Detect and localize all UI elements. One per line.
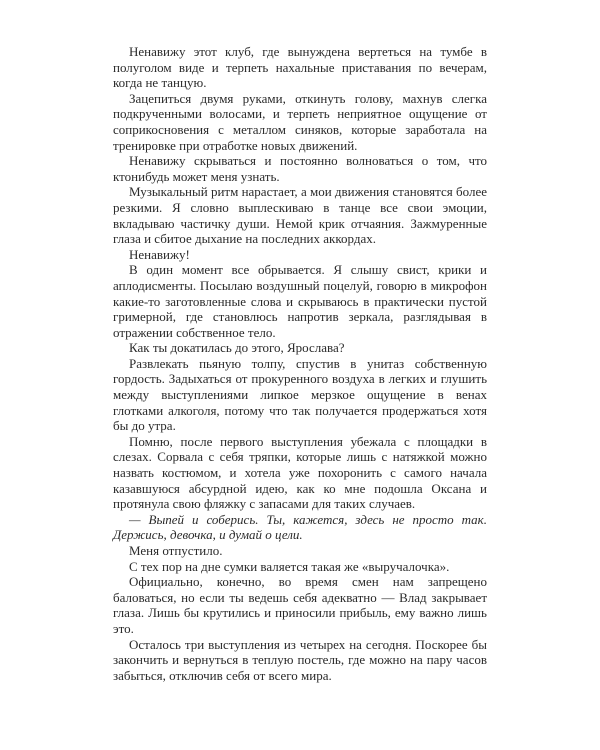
page-text xyxy=(113,44,487,683)
paragraph: Ненавижу скрываться и постоянно волноваться о том, что ктонибудь может меня узнать. xyxy=(113,153,487,184)
paragraph: С тех пор на дне сумки валяется такая же «выручалочка». xyxy=(129,558,450,574)
paragraph: Ненавижу этот клуб, где вынуждена вертеться на тумбе в полуголом виде и терпеть нахальные приставания по вечерам, когда не танцую. xyxy=(113,44,487,91)
paragraph: Помню, после первого выступления убежала с площадки в слезах. Сорвала с себя тряпки, которые лишь с натяжкой можно назвать костюмом, и хотела уже похоронить с самого начала казавшуюся абсурдной идею, как ко мне подошла Оксана и протянула свою фляжку с запасами для таких случаев. xyxy=(113,433,487,512)
paragraph: Развлекать пьяную толпу, спустив в унитаз собственную гордость. Задыхаться от прокуренного воздуха в легких и глушить между выступлениями липкое мерзкое ощущение в венах глотками алкоголя, потому что так получается продержаться хотя бы до утра. xyxy=(113,355,487,434)
paragraph: Осталось три выступления из четырех на сегодня. Поскорее бы закончить и вернуться в теплую постель, где можно на пару часов забыться, отключив себя от всего мира. xyxy=(113,636,487,683)
paragraph: В один момент все обрывается. Я слышу свист, крики и аплодисменты. Посылаю воздушный поцелуй, говорю в микрофон какие-то заготовленные слова и скрываюсь в практически пустой гримерной, где становлюсь напротив зеркала, разглядывая в отражении собственное тело. xyxy=(113,262,487,340)
paragraph: Зацепиться двумя руками, откинуть голову, махнув слегка подкрученными волосами, и терпеть неприятное ощущение от соприкосновения с металлом синяков, которые заработала на тренировке при отработке новых движений. xyxy=(113,90,487,153)
paragraph: Как ты докатилась до этого, Ярослава? xyxy=(129,340,345,356)
paragraph: Музыкальный ритм нарастает, а мои движения становятся более резкими. Я словно выплескиваю в танце все свои эмоции, вкладываю частичку души. Немой крик отчаяния. Зажмуренные глаза и сбитое дыхание на последних аккордах. xyxy=(113,184,487,247)
dialogue-paragraph: — Выпей и соберись. Ты, кажется, здесь не просто так. Держись, девочка, и думай о цели. xyxy=(113,511,487,543)
paragraph: Официально, конечно, во время смен нам запрещено баловаться, но если ты ведешь себя адекватно — Влад закрывает глаза. Лишь бы крутились и приносили прибыль, ему важно лишь это. xyxy=(113,574,487,636)
paragraph: Ненавижу! xyxy=(129,246,190,262)
paragraph: Меня отпустило. xyxy=(129,543,223,558)
